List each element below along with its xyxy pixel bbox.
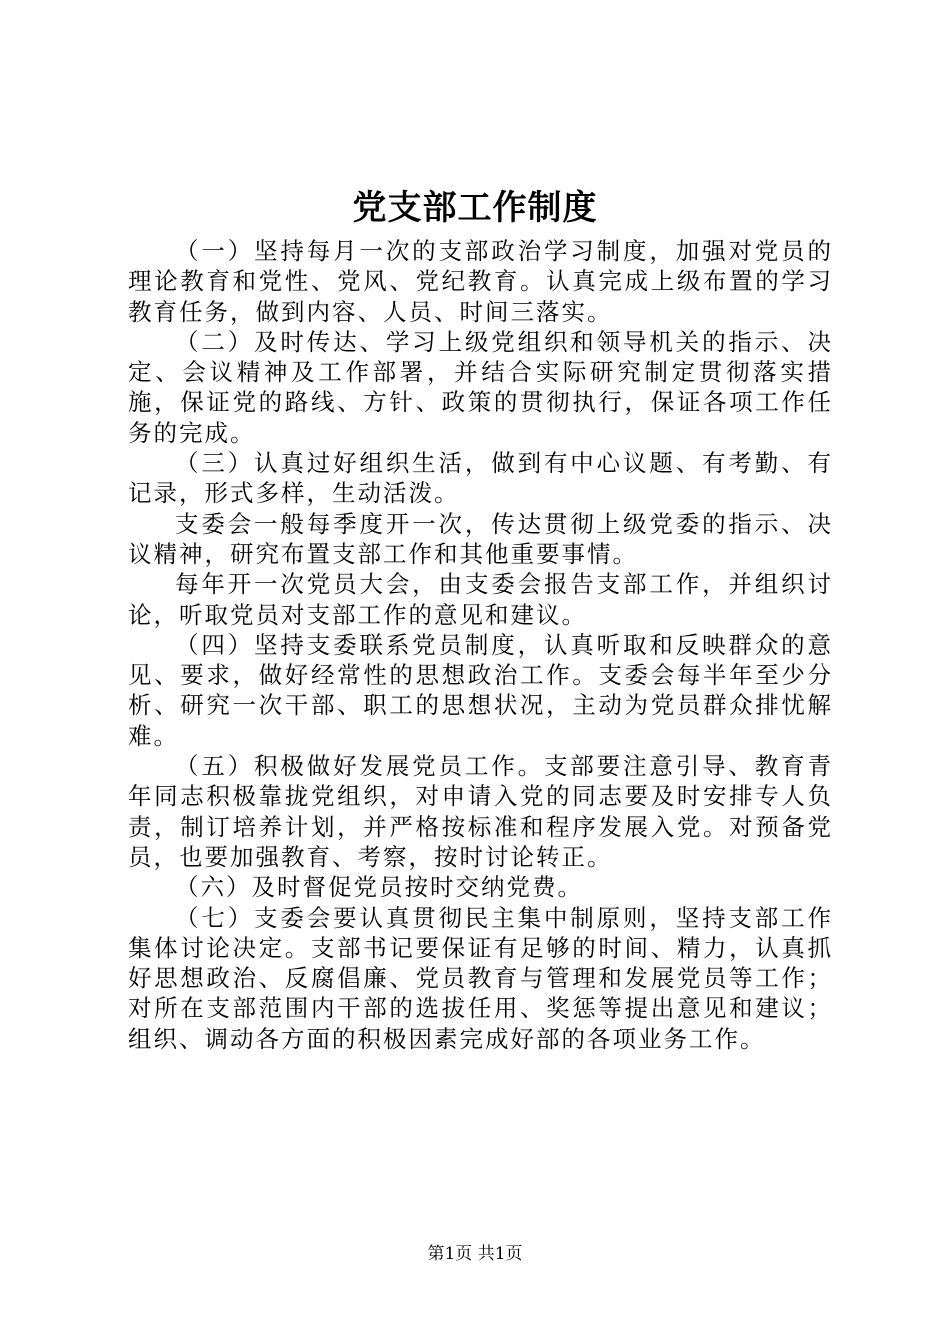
paragraph-8: （六）及时督促党员按时交纳党费。: [175, 873, 583, 902]
document-title: 党支部工作制度: [352, 188, 598, 228]
paragraph-2: （二）及时传达、学习上级党组织和领导机关的指示、决定、会议精神及工作部署，并结合实际研究制定贯彻落实措施，保证党的路线、方针、政策的贯彻执行，保证各项工作任务的完成。: [128, 327, 833, 447]
paragraph-3: （三）认真过好组织生活，做到有中心议题、有考勤、有记录，形式多样，生动活泼。: [128, 449, 833, 508]
paragraph-7: （五）积极做好发展党员工作。支部要注意引导、教育青年同志积极靠拢党组织，对申请入党的同志要及时安排专人负责，制订培养计划，并严格按标准和程序发展入党。对预备党员，也要加强教育、考察，按时讨论转正。: [128, 752, 833, 871]
paragraph-1: （一）坚持每月一次的支部政治学习制度，加强对党员的理论教育和党性、党风、党纪教育。认真完成上级布置的学习教育任务，做到内容、人员、时间三落实。: [128, 237, 833, 326]
document-body: [128, 236, 833, 1054]
page-number-footer: 第1页 共1页: [427, 1244, 523, 1264]
paragraph-6: （四）坚持支委联系党员制度，认真听取和反映群众的意见、要求，做好经常性的思想政治工作。支委会每半年至少分析、研究一次干部、职工的思想状况，主动为党员群众排忧解难。: [128, 630, 833, 750]
paragraph-5: 每年开一次党员大会，由支委会报告支部工作，并组织讨论，听取党员对支部工作的意见和建议。: [128, 570, 833, 629]
paragraph-9: （七）支委会要认真贯彻民主集中制原则，坚持支部工作集体讨论决定。支部书记要保证有足够的时间、精力，认真抓好思想政治、反腐倡廉、党员教育与管理和发展党员等工作；对所在支部范围内干部的选拔任用、奖惩等提出意见和建议；组织、调动各方面的积极因素完成好部的各项业务工作。: [128, 903, 833, 1053]
paragraph-4: 支委会一般每季度开一次，传达贯彻上级党委的指示、决议精神，研究布置支部工作和其他重要事情。: [128, 509, 833, 568]
